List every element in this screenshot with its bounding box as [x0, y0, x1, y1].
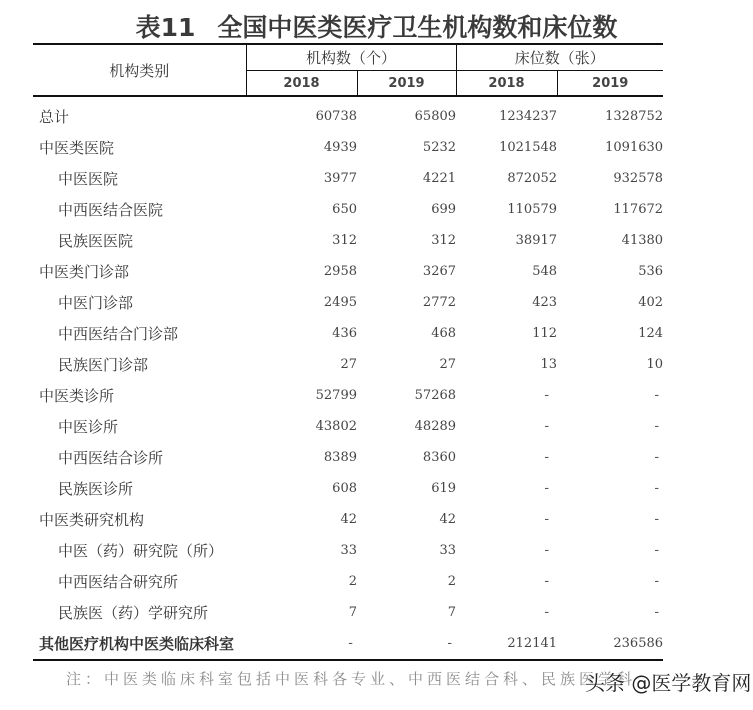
row-label: 民族医（药）学研究所 [58, 604, 209, 622]
cell-inst-2018: 8389 [323, 450, 357, 465]
cell-inst-2018: 43802 [315, 419, 357, 434]
row-label: 中西医结合医院 [58, 201, 164, 219]
table-row [33, 96, 663, 132]
row-label: 中医类诊所 [39, 387, 115, 405]
cell-inst-2019: 7 [447, 605, 457, 620]
cell-beds-2018: - [544, 574, 550, 589]
cell-inst-2019: 468 [431, 326, 457, 341]
table-row [33, 318, 663, 349]
footnote: 注：中医类临床科室包括中医科各专业、中西医结合科、民族医学科 [66, 670, 637, 688]
cell-beds-2018: 1234237 [499, 109, 558, 124]
cell-inst-2019: 312 [431, 233, 457, 248]
table-row [33, 132, 663, 163]
cell-inst-2018: 4939 [323, 140, 357, 155]
table-row [33, 256, 663, 287]
cell-inst-2018: 33 [340, 543, 357, 558]
cell-beds-2018: 112 [532, 326, 558, 341]
cell-inst-2019: 33 [439, 543, 457, 558]
cell-beds-2019: - [654, 605, 660, 620]
table-row [33, 349, 663, 380]
table-row [33, 411, 663, 442]
cell-inst-2018: 2495 [323, 295, 357, 310]
cell-beds-2019: 124 [638, 326, 664, 341]
row-label: 中西医结合研究所 [58, 573, 179, 591]
table-row [33, 566, 663, 597]
row-label: 中西医结合诊所 [58, 449, 164, 467]
cell-inst-2019: 57268 [414, 388, 457, 403]
cell-inst-2018: 608 [332, 481, 357, 496]
cell-beds-2018: 548 [532, 264, 558, 279]
row-label: 中医类医院 [39, 139, 115, 157]
cell-inst-2019: 2772 [422, 295, 457, 310]
cell-beds-2018: - [544, 605, 550, 620]
cell-beds-2019: 41380 [621, 233, 664, 248]
cell-beds-2019: - [654, 419, 660, 434]
cell-inst-2019: 27 [439, 357, 457, 372]
row-label: 中医类门诊部 [39, 263, 130, 281]
cell-beds-2019: 1328752 [605, 109, 664, 124]
table-row [33, 442, 663, 473]
cell-inst-2019: 4221 [422, 171, 457, 186]
cell-beds-2019: - [654, 543, 660, 558]
table-row [33, 163, 663, 194]
cell-inst-2019: 42 [439, 512, 457, 527]
cell-inst-2018: 2 [348, 574, 357, 589]
row-label: 民族医医院 [58, 232, 134, 250]
table-row [33, 628, 663, 660]
cell-beds-2018: - [544, 481, 550, 496]
table-number: 表11 [135, 13, 196, 42]
cell-inst-2019: 619 [431, 481, 457, 496]
cell-beds-2019: - [654, 574, 660, 589]
cell-beds-2019: - [654, 450, 660, 465]
cell-inst-2018: - [246, 628, 357, 660]
cell-inst-2018: 60738 [315, 109, 357, 124]
table-row [33, 287, 663, 318]
cell-inst-2018: 650 [332, 202, 357, 217]
cell-inst-2019: 3267 [422, 264, 457, 279]
cell-beds-2018: - [544, 388, 550, 403]
cell-beds-2018: 1021548 [499, 140, 558, 155]
table-title-text: 全国中医类医疗卫生机构数和床位数 [217, 13, 618, 42]
cell-beds-2018: - [544, 543, 550, 558]
row-label: 中医诊所 [58, 418, 119, 436]
cell-beds-2019: - [654, 388, 660, 403]
cell-beds-2018: 13 [540, 357, 558, 372]
cell-inst-2018: 52799 [315, 388, 357, 403]
cell-beds-2018: 423 [532, 295, 558, 310]
cell-beds-2019: - [654, 512, 660, 527]
cell-inst-2019: 8360 [422, 450, 457, 465]
cell-beds-2018: - [544, 419, 550, 434]
cell-beds-2019: 402 [638, 295, 664, 310]
table-row [33, 194, 663, 225]
cell-beds-2019: 932578 [613, 171, 664, 186]
cell-inst-2019: 65809 [414, 109, 457, 124]
cell-inst-2019: 48289 [414, 419, 457, 434]
cell-beds-2018: 212141 [456, 628, 557, 660]
statistics-table [33, 43, 663, 661]
row-label: 民族医诊所 [58, 480, 134, 498]
cell-inst-2018: 436 [332, 326, 357, 341]
table-row [33, 535, 663, 566]
row-label: 民族医门诊部 [58, 356, 149, 374]
table-title [0, 8, 753, 44]
cell-inst-2019: 5232 [422, 140, 457, 155]
cell-inst-2018: 312 [332, 233, 357, 248]
watermark: 头条 @医学教育网 [585, 671, 752, 695]
header-beds: 床位数（张） [456, 44, 663, 71]
header-category: 机构类别 [33, 44, 246, 96]
row-label: 总计 [39, 108, 70, 126]
cell-beds-2018: 38917 [515, 233, 558, 248]
header-beds-2019: 2019 [557, 71, 663, 97]
cell-beds-2019: - [654, 481, 660, 496]
table-row [33, 504, 663, 535]
cell-beds-2019: 1091630 [605, 140, 664, 155]
row-label: 中医类研究机构 [39, 511, 145, 529]
cell-beds-2018: 110579 [507, 202, 558, 217]
table-row [33, 225, 663, 256]
cell-inst-2019: 699 [431, 202, 457, 217]
cell-beds-2019: 536 [638, 264, 664, 279]
header-institutions: 机构数（个） [246, 44, 456, 71]
cell-beds-2019: 117672 [613, 202, 664, 217]
cell-inst-2019: 2 [447, 574, 457, 589]
row-label: 中西医结合门诊部 [58, 325, 179, 343]
cell-inst-2018: 27 [340, 357, 357, 372]
cell-beds-2018: - [544, 450, 550, 465]
header-beds-2018: 2018 [456, 71, 557, 97]
row-label: 其他医疗机构中医类临床科室 [33, 628, 246, 660]
cell-inst-2018: 3977 [323, 171, 357, 186]
row-label: 中医医院 [58, 170, 119, 188]
cell-inst-2019: - [357, 628, 456, 660]
cell-beds-2019: 10 [646, 357, 664, 372]
table-row [33, 380, 663, 411]
header-inst-2019: 2019 [357, 71, 456, 97]
row-label: 中医门诊部 [58, 294, 134, 312]
cell-beds-2019: 236586 [557, 628, 663, 660]
row-label: 中医（药）研究院（所） [58, 542, 224, 560]
cell-inst-2018: 2958 [323, 264, 357, 279]
table-row [33, 473, 663, 504]
cell-inst-2018: 7 [348, 605, 357, 620]
cell-beds-2018: - [544, 512, 550, 527]
cell-beds-2018: 872052 [507, 171, 558, 186]
table-row [33, 597, 663, 628]
header-inst-2018: 2018 [246, 71, 357, 97]
cell-inst-2018: 42 [340, 512, 357, 527]
